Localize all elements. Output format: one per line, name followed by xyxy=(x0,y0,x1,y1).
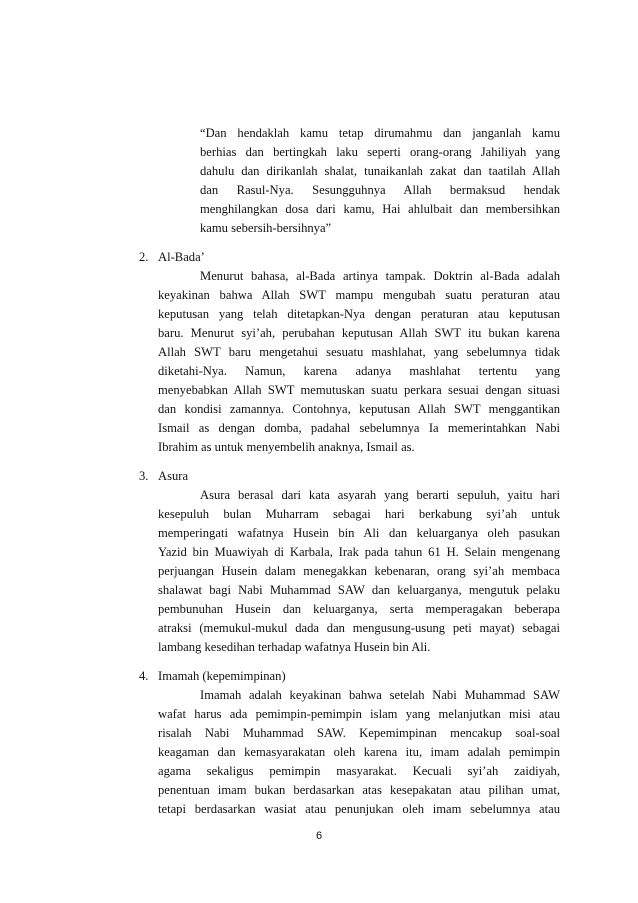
paragraph-first-line: Imamah adalah keyakinan bahwa setelah Nabi Muhammad SAW xyxy=(200,688,560,702)
section-number: 4. xyxy=(139,669,149,683)
paragraph-last-line: Ibrahim as untuk menyembelih anaknya, Ismail as. xyxy=(158,440,415,454)
paragraph-first-line: Menurut bahasa, al-Bada artinya tampak. Doktrin al-Bada adalah xyxy=(200,269,560,283)
paragraph-line: keyakinan bahwa Allah SWT mampu mengubah suatu peraturan atau xyxy=(158,288,560,302)
paragraph-line: memperingati wafatnya Husein bin Ali dan keluarganya oleh pasukan xyxy=(158,526,560,540)
quote-line: dahulu dan dirikanlah shalat, tunaikanlah zakat dan taatilah Allah xyxy=(200,164,560,178)
section-heading: Imamah (kepemimpinan) xyxy=(158,669,286,683)
section-heading: Al-Bada’ xyxy=(158,250,205,264)
paragraph-line: wafat harus ada pemimpin-pemimpin islam yang melanjutkan misi atau xyxy=(158,707,560,721)
paragraph-line: Allah SWT baru mengetahui sesuatu mashlahat, yang sebelumnya tidak xyxy=(158,345,560,359)
quote-line: kamu sebersih-bersihnya” xyxy=(200,221,332,235)
paragraph-last-line: lambang kesedihan terhadap wafatnya Husein bin Ali. xyxy=(158,640,431,654)
paragraph-line: atraksi (memukul-mukul dada dan mengusung-usung peti mayat) sebagai xyxy=(158,621,560,635)
paragraph-line: kesepuluh bulan Muharram sebagai hari berkabung syi’ah untuk xyxy=(158,507,560,521)
paragraph-line: keputusan yang telah ditetapkan-Nya dengan peraturan atau keputusan xyxy=(158,307,560,321)
paragraph-line: menyebabkan Allah SWT memutuskan suatu perkara sesuai dengan situasi xyxy=(158,383,560,397)
paragraph-line: risalah Nabi Muhammad SAW. Kepemimpinan mencakup soal-soal xyxy=(158,726,560,740)
paragraph-line: baru. Menurut syi’ah, perubahan keputusan Allah SWT itu bukan karena xyxy=(158,326,560,340)
section-number: 2. xyxy=(139,250,149,264)
paragraph-line: diketahi-Nya. Namun, karena adanya mashlahat tertentu yang xyxy=(158,364,560,378)
page-number: 6 xyxy=(315,830,323,842)
quote-line: dan Rasul-Nya. Sesungguhnya Allah bermaksud hendak xyxy=(200,183,560,197)
paragraph-first-line: Asura berasal dari kata asyarah yang berarti sepuluh, yaitu hari xyxy=(200,488,560,502)
section-number: 3. xyxy=(139,469,149,483)
paragraph-line: pembunuhan Husein dan keluarganya, serta memperagakan beberapa xyxy=(158,602,560,616)
quote-line: berhias dan bertingkah laku seperti orang-orang Jahiliyah yang xyxy=(200,145,560,159)
paragraph-line: shalawat bagi Nabi Muhammad SAW dan keluarganya, mengutuk pelaku xyxy=(158,583,560,597)
quote-line: “Dan hendaklah kamu tetap dirumahmu dan janganlah kamu xyxy=(200,126,560,140)
paragraph-line: perjuangan Husein dalam menegakkan kebenaran, orang syi’ah membaca xyxy=(158,564,560,578)
paragraph-line: penentuan imam bukan berdasarkan atas kesepakatan atau pilihan umat, xyxy=(158,783,560,797)
paragraph-line: Yazid bin Muawiyah di Karbala, Irak pada tahun 61 H. Selain mengenang xyxy=(158,545,560,559)
paragraph-line: agama sekaligus pemimpin masyarakat. Kecuali syi’ah zaidiyah, xyxy=(158,764,560,778)
paragraph-line: tetapi berdasarkan wasiat atau penunjukan oleh imam sebelumnya atau xyxy=(158,802,560,816)
quote-line: menghilangkan dosa dari kamu, Hai ahlulbait dan membersihkan xyxy=(200,202,560,216)
paragraph-line: keagaman dan kemasyarakatan oleh karena itu, imam adalah pemimpin xyxy=(158,745,560,759)
section-heading: Asura xyxy=(158,469,189,483)
paragraph-line: Ismail as dengan domba, padahal sebelumnya Ia memerintahkan Nabi xyxy=(158,421,560,435)
paragraph-line: dan kondisi zamannya. Contohnya, keputusan Allah SWT menggantikan xyxy=(158,402,560,416)
